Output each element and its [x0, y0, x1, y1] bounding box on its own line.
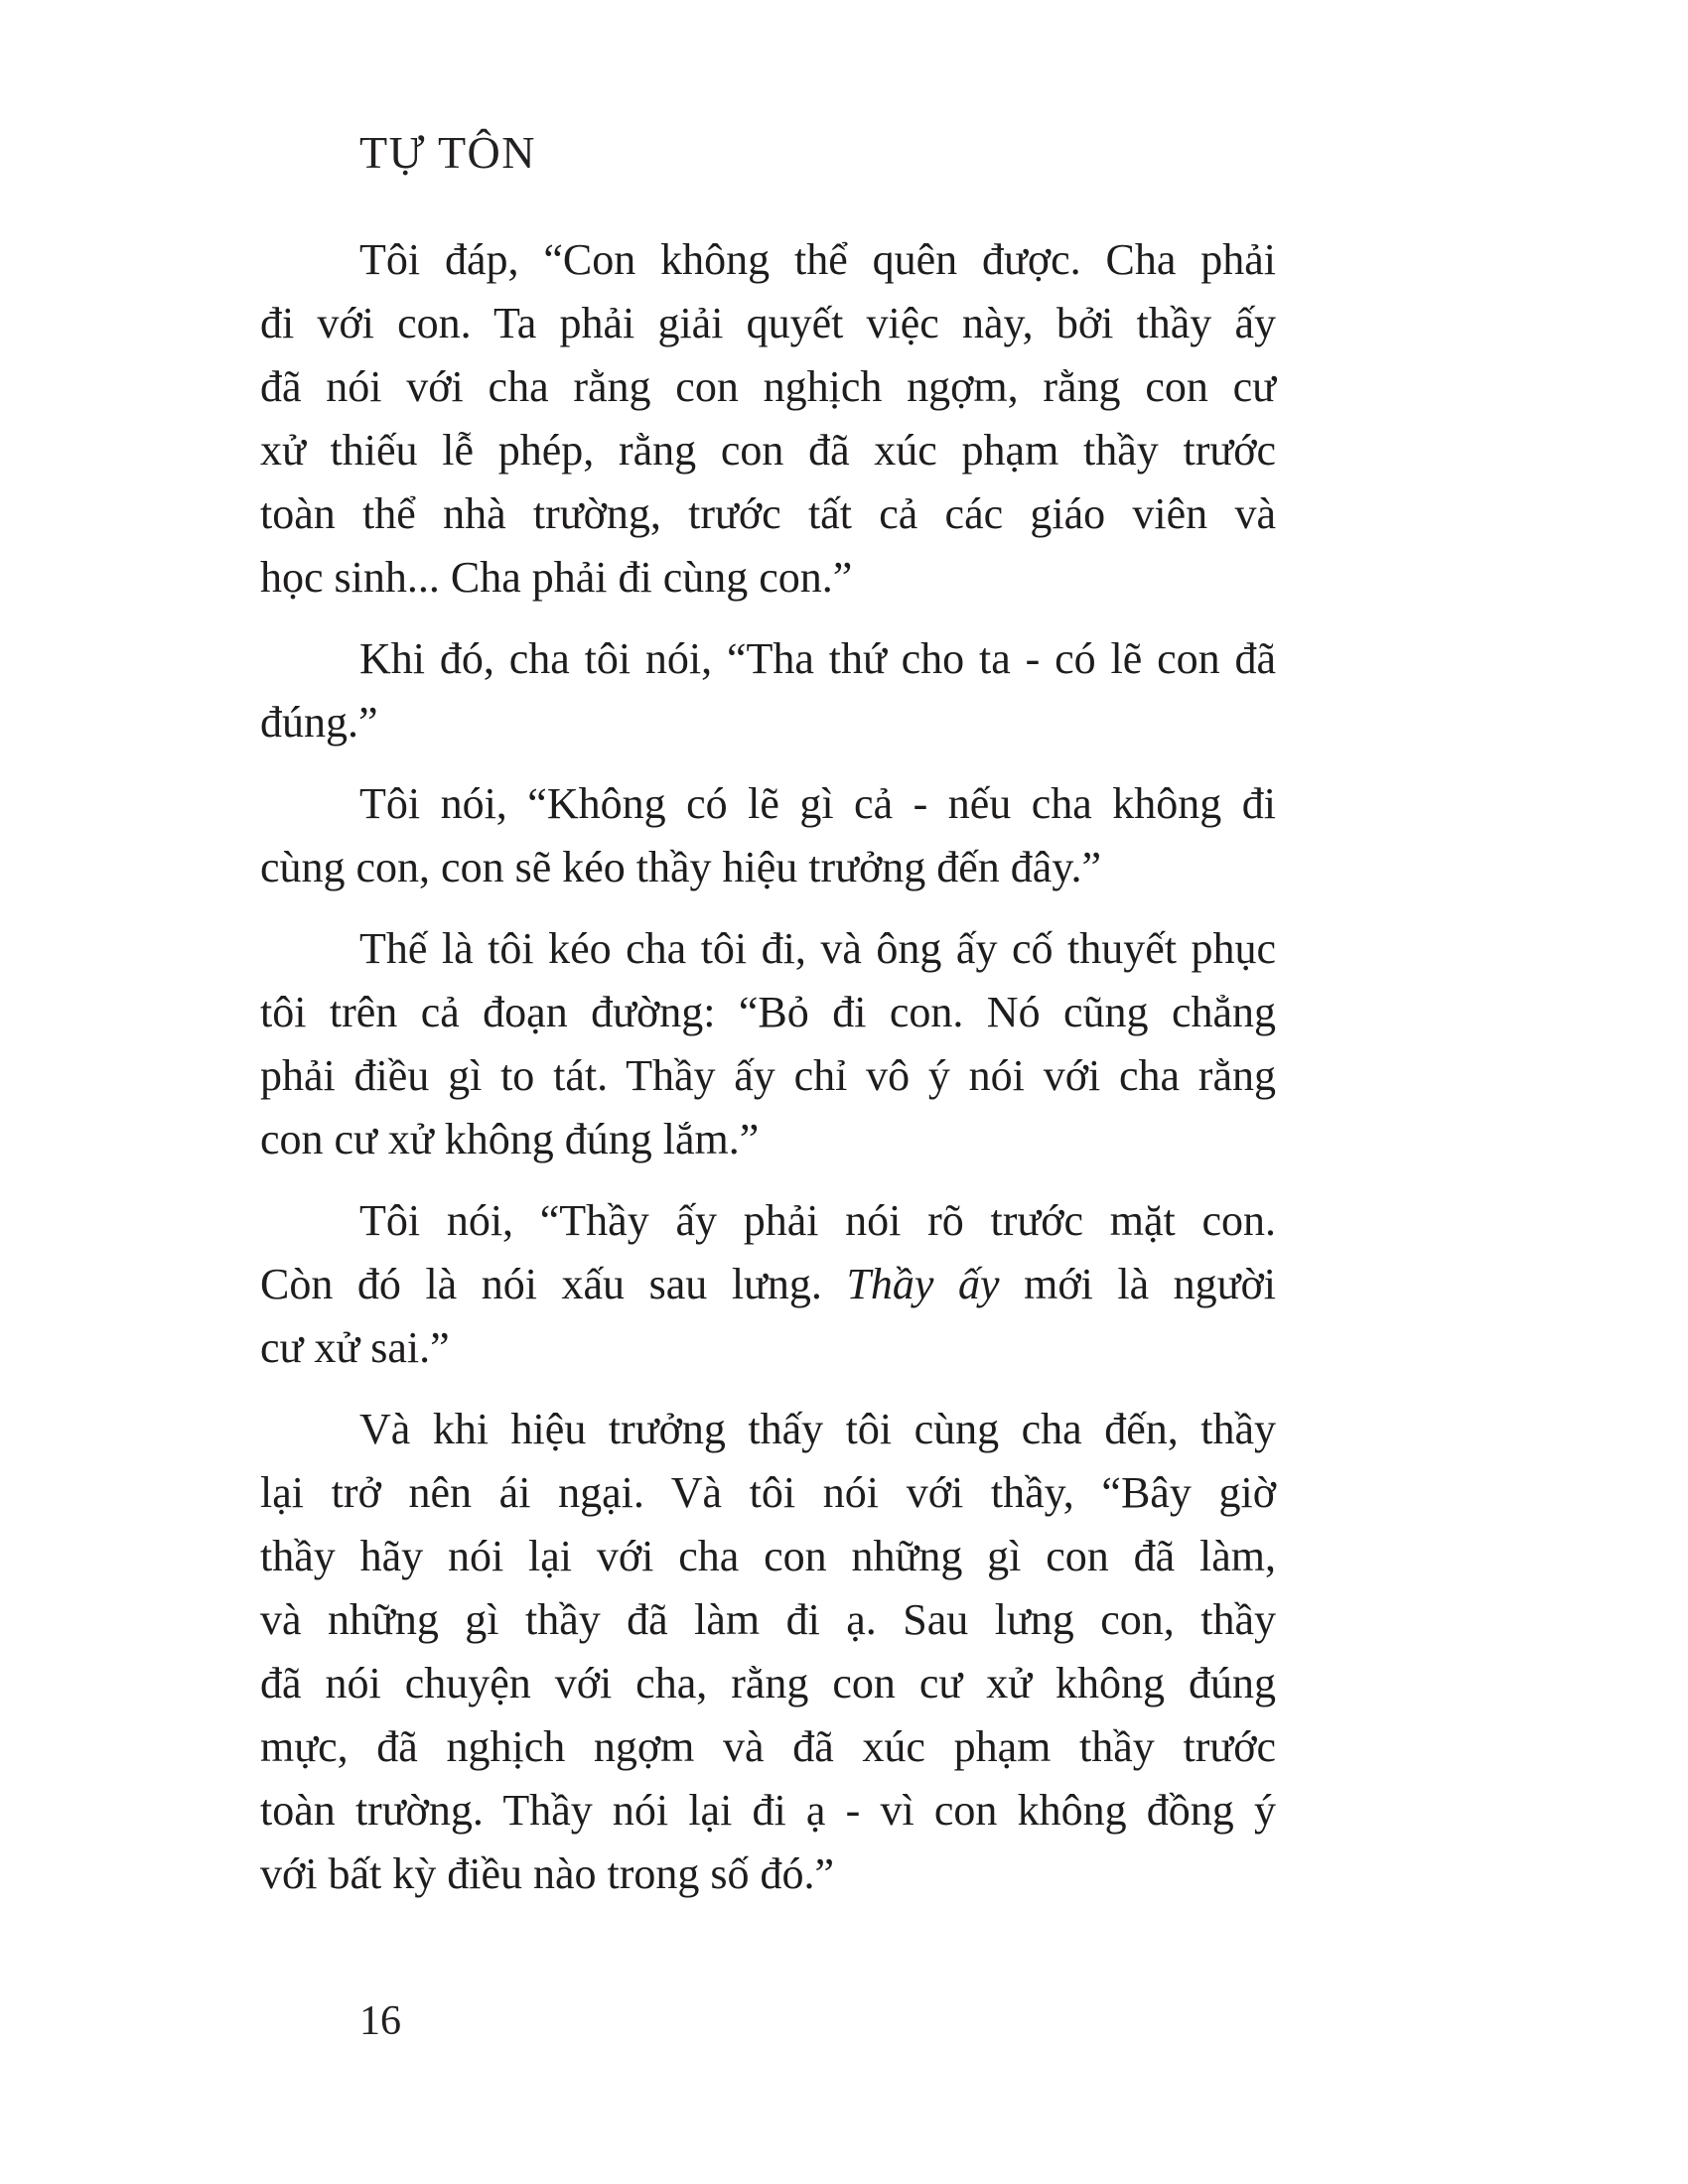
text-run: đã nói chuyện với cha, rằng con cư xử không đúng — [260, 1659, 1276, 1707]
text-run: toàn thể nhà trường, trước tất cả các giáo viên và — [260, 489, 1276, 538]
text-run: cùng con, con sẽ kéo thầy hiệu trưởng đến đây.” — [260, 843, 1101, 891]
paragraph — [260, 917, 1276, 1171]
text-run: con cư xử không đúng lắm.” — [260, 1115, 760, 1163]
text-run: đi với con. Ta phải giải quyết việc này, bởi thầy ấy — [260, 299, 1276, 347]
text-line — [260, 1843, 1276, 1906]
text-line — [260, 1715, 1276, 1779]
text-run: mới là người — [999, 1260, 1277, 1308]
text-line — [260, 1525, 1276, 1588]
paragraph — [260, 1398, 1276, 1906]
text-run: học sinh... Cha phải đi cùng con.” — [260, 553, 853, 602]
text-line — [260, 691, 1276, 754]
paragraph — [260, 228, 1276, 610]
text-line — [260, 772, 1276, 836]
text-line — [260, 836, 1276, 899]
text-line — [260, 1461, 1276, 1525]
text-run: Tôi nói, “Không có lẽ gì cả - nếu cha không đi — [359, 779, 1276, 828]
paragraph — [260, 772, 1276, 899]
text-line — [260, 1189, 1276, 1253]
text-run: đã nói với cha rằng con nghịch ngợm, rằng con cư — [260, 362, 1276, 411]
text-line — [260, 546, 1276, 610]
paragraph — [260, 627, 1276, 754]
page-number: 16 — [359, 1998, 401, 2044]
paragraph — [260, 1189, 1276, 1380]
text-line — [260, 917, 1276, 981]
text-run: với bất kỳ điều nào trong số đó.” — [260, 1849, 835, 1898]
text-run: lại trở nên ái ngại. Và tôi nói với thầy, “Bây giờ — [260, 1468, 1276, 1517]
text-line — [260, 1652, 1276, 1715]
italic-text-run: Thầy ấy — [846, 1260, 1000, 1308]
text-run: Thế là tôi kéo cha tôi đi, và ông ấy cố thuyết phục — [359, 924, 1276, 973]
text-line — [260, 355, 1276, 419]
text-line — [260, 419, 1276, 482]
text-line — [260, 228, 1276, 292]
text-run: mực, đã nghịch ngợm và đã xúc phạm thầy trước — [260, 1722, 1276, 1771]
text-run: phải điều gì to tát. Thầy ấy chỉ vô ý nói với cha rằng — [260, 1051, 1276, 1100]
text-run: Khi đó, cha tôi nói, “Tha thứ cho ta - có lẽ con đã — [359, 634, 1276, 683]
text-line — [260, 1398, 1276, 1461]
text-run: cư xử sai.” — [260, 1323, 450, 1372]
running-header: TỰ TÔN — [359, 127, 536, 178]
text-line — [260, 1588, 1276, 1652]
text-line — [260, 1108, 1276, 1171]
text-line — [260, 482, 1276, 546]
text-run: thầy hãy nói lại với cha con những gì con đã làm, — [260, 1532, 1276, 1580]
text-line — [260, 1253, 1276, 1316]
text-line — [260, 1316, 1276, 1380]
text-run: xử thiếu lễ phép, rằng con đã xúc phạm thầy trước — [260, 426, 1276, 475]
text-line — [260, 292, 1276, 355]
text-run: đúng.” — [260, 698, 378, 747]
text-line — [260, 627, 1276, 691]
text-run: toàn trường. Thầy nói lại đi ạ - vì con không đồng ý — [260, 1786, 1276, 1835]
text-run: và những gì thầy đã làm đi ạ. Sau lưng con, thầy — [260, 1595, 1276, 1644]
text-line — [260, 1044, 1276, 1108]
text-block — [260, 228, 1276, 1906]
text-run: tôi trên cả đoạn đường: “Bỏ đi con. Nó cũng chẳng — [260, 988, 1276, 1036]
text-run: Tôi đáp, “Con không thể quên được. Cha phải — [359, 235, 1276, 284]
text-run: Còn đó là nói xấu sau lưng. — [260, 1260, 847, 1308]
text-line — [260, 1779, 1276, 1843]
text-run: Tôi nói, “Thầy ấy phải nói rõ trước mặt con. — [359, 1196, 1276, 1245]
text-run: Và khi hiệu trưởng thấy tôi cùng cha đến, thầy — [359, 1405, 1276, 1453]
text-line — [260, 981, 1276, 1044]
